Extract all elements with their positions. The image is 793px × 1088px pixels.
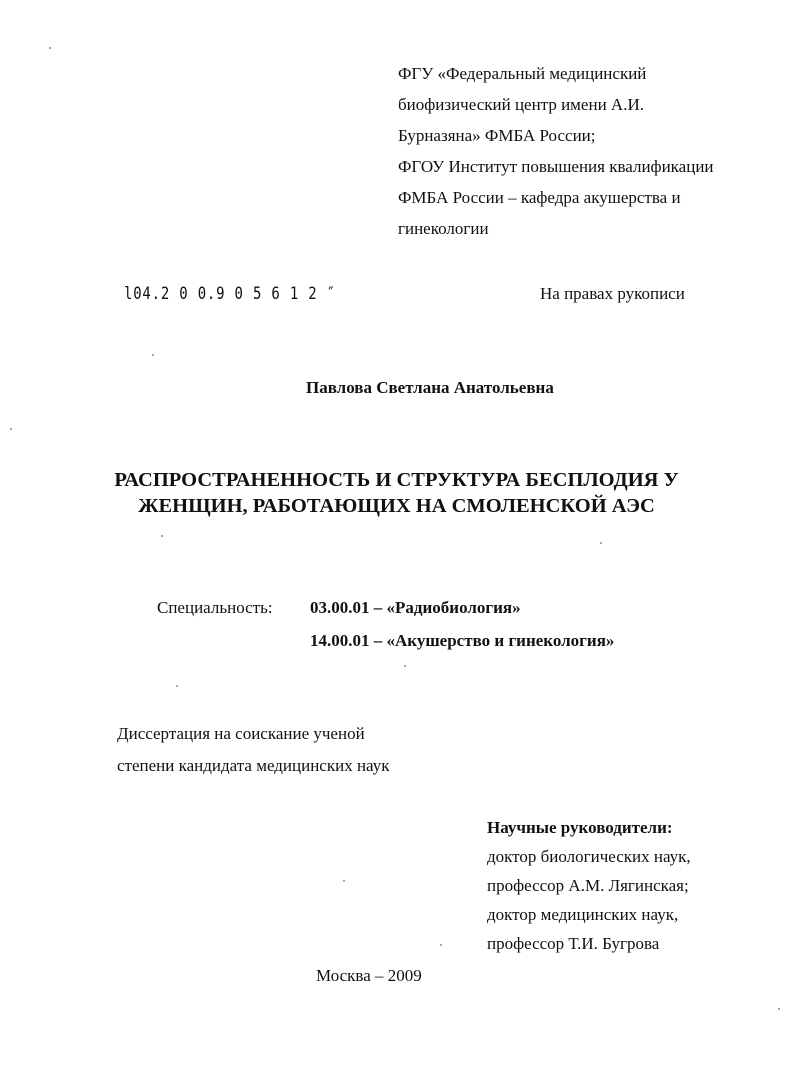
dissertation-line: степени кандидата медицинских наук: [117, 756, 390, 775]
author-name: Павлова Светлана Анатольевна: [306, 378, 554, 397]
scan-speck: [600, 542, 602, 544]
supervisor-line: профессор А.М. Лягинская;: [487, 876, 689, 895]
place-year: Москва – 2009: [316, 966, 422, 985]
supervisor-line: доктор биологических наук,: [487, 847, 691, 866]
scan-speck: [404, 665, 406, 667]
manuscript-rights: На правах рукописи: [540, 284, 685, 303]
scan-speck: [152, 354, 154, 356]
title-line: РАСПРОСТРАНЕННОСТЬ И СТРУКТУРА БЕСПЛОДИЯ У: [114, 469, 679, 491]
scan-speck: [343, 880, 345, 882]
specialty-item: 03.00.01 – «Радиобиология»: [310, 598, 521, 617]
supervisor-line: доктор медицинских наук,: [487, 905, 679, 924]
title-line: ЖЕНЩИН, РАБОТАЮЩИХ НА СМОЛЕНСКОЙ АЭС: [138, 495, 655, 517]
scan-speck: [440, 944, 442, 946]
scan-speck: [49, 47, 51, 49]
institution-line: ФМБА России – кафедра акушерства и: [398, 188, 681, 207]
supervisors-heading: Научные руководители:: [487, 818, 673, 837]
dissertation-line: Диссертация на соискание ученой: [117, 724, 365, 743]
scan-speck: [161, 535, 163, 537]
institution-line: ФГУ «Федеральный медицинский: [398, 64, 647, 83]
institution-line: гинекологии: [398, 219, 489, 238]
specialty-label: Специальность:: [157, 598, 273, 617]
scan-speck: [176, 685, 178, 687]
scan-speck: [778, 1008, 780, 1010]
specialty-item: 14.00.01 – «Акушерство и гинекология»: [310, 631, 615, 650]
registration-code: l04.2 0 0.9 0 5 6 1 2 ″: [124, 284, 336, 304]
scan-speck: [10, 428, 12, 430]
institution-line: биофизический центр имени А.И.: [398, 95, 644, 114]
supervisor-line: профессор Т.И. Бугрова: [487, 934, 660, 953]
institution-line: Бурназяна» ФМБА России;: [398, 126, 596, 145]
institution-line: ФГОУ Институт повышения квалификации: [398, 157, 714, 176]
